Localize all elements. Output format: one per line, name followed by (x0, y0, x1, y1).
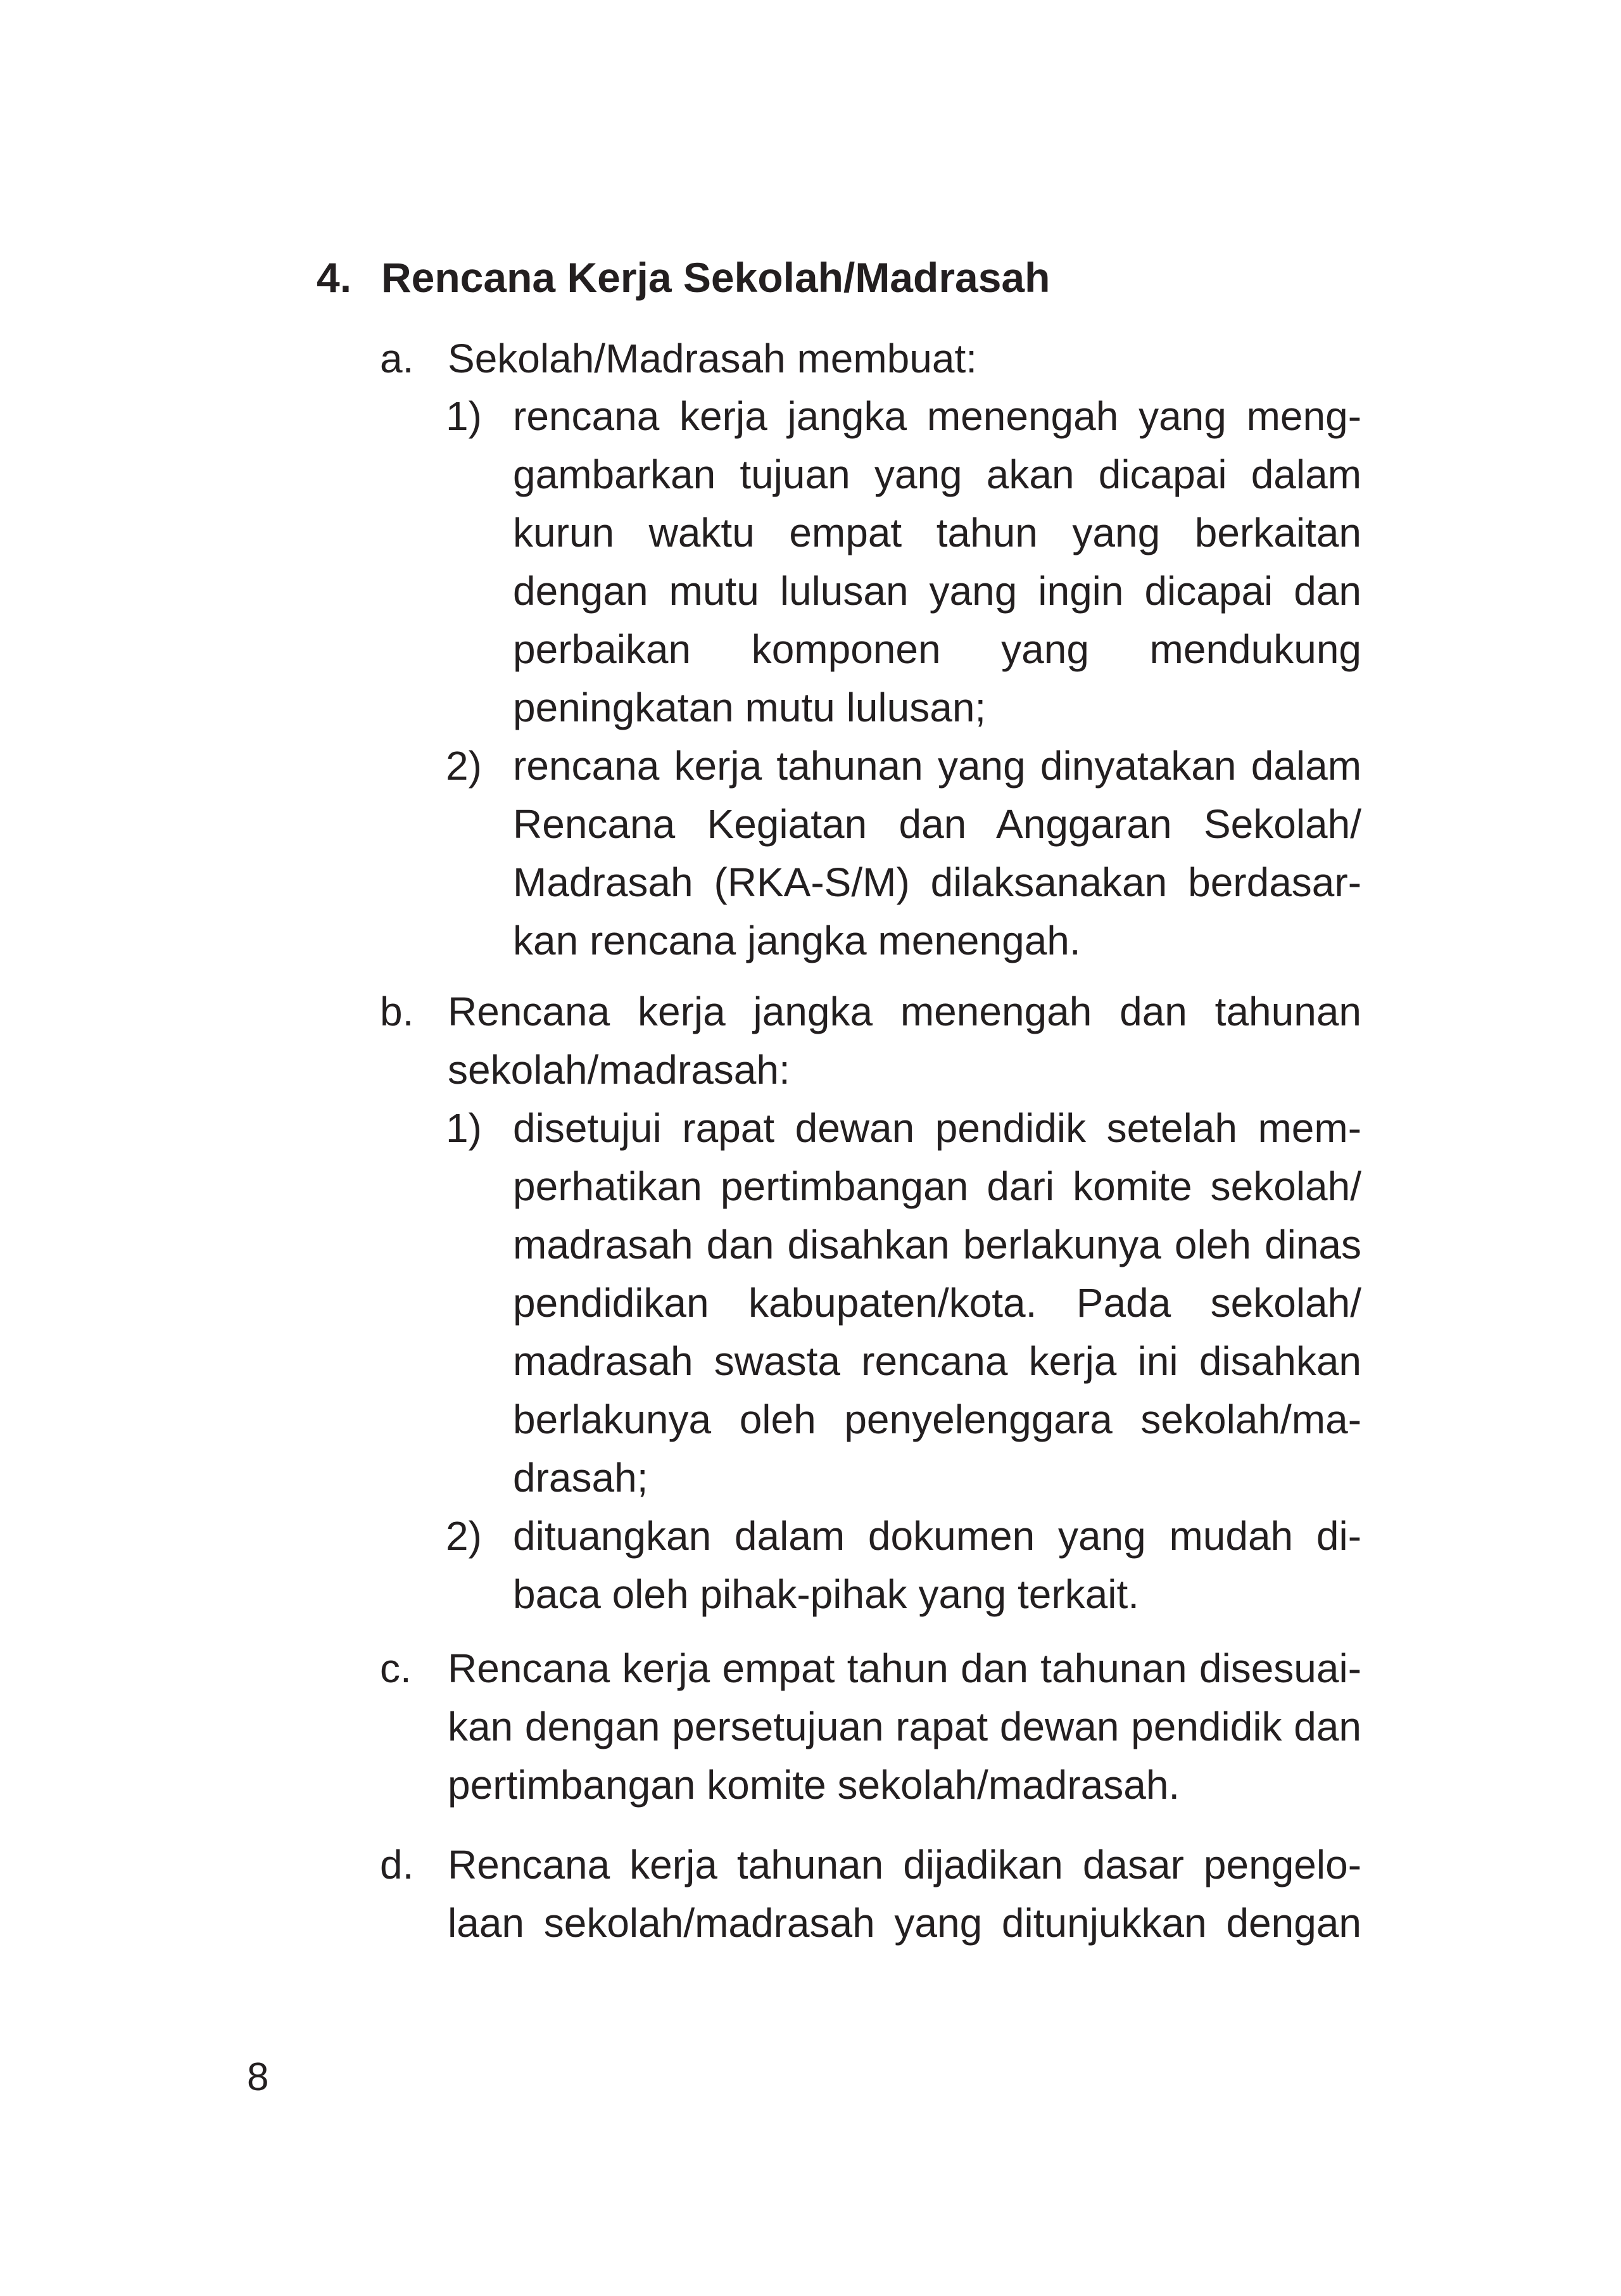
item-b-sub1-line-7: drasah; (513, 1455, 648, 1500)
item-b-sub1-line-3: madrasah dan disahkan berlakunya oleh dinas (513, 1222, 1361, 1267)
item-b-intro-line-2: sekolah/madrasah: (448, 1047, 790, 1093)
item-b-sub1-marker: 1) (446, 1105, 482, 1151)
item-a-sub1-line-6: peningkatan mutu lulusan; (513, 685, 987, 730)
item-b-sub2-line-1: dituangkan dalam dokumen yang mudah di- (513, 1513, 1361, 1559)
item-c-marker: c. (380, 1646, 412, 1691)
item-a-sub1-line-1: rencana kerja jangka menengah yang meng- (513, 393, 1361, 439)
item-b-sub1-line-6: berlakunya oleh penyelenggara sekolah/ma- (513, 1397, 1361, 1442)
item-b-marker: b. (380, 989, 414, 1034)
item-c-line-2: kan dengan persetujuan rapat dewan pendidik dan (448, 1704, 1361, 1749)
item-b-intro-line-1: Rencana kerja jangka menengah dan tahunan (448, 989, 1361, 1034)
item-b-sub1-line-1: disetujui rapat dewan pendidik setelah mem- (513, 1105, 1361, 1151)
item-b-sub1-line-4: pendidikan kabupaten/kota. Pada sekolah/ (513, 1280, 1361, 1326)
item-d-marker: d. (380, 1842, 414, 1887)
item-a-sub2-line-2: Rencana Kegiatan dan Anggaran Sekolah/ (513, 801, 1361, 847)
item-d-line-1: Rencana kerja tahunan dijadikan dasar pengelo- (448, 1842, 1361, 1887)
item-a-sub1-line-4: dengan mutu lulusan yang ingin dicapai dan (513, 568, 1361, 614)
section-title: Rencana Kerja Sekolah/Madrasah (381, 254, 1050, 301)
item-b-sub2-marker: 2) (446, 1513, 482, 1559)
item-c-line-3: pertimbangan komite sekolah/madrasah. (448, 1762, 1180, 1808)
item-b-sub1-line-5: madrasah swasta rencana kerja ini disahkan (513, 1338, 1361, 1384)
item-a-sub2-line-1: rencana kerja tahunan yang dinyatakan dalam (513, 743, 1361, 789)
item-d-line-2: laan sekolah/madrasah yang ditunjukkan dengan (448, 1900, 1361, 1946)
item-a-sub2-line-4: kan rencana jangka menengah. (513, 918, 1081, 963)
item-a-sub1-line-5: perbaikan komponen yang mendukung (513, 626, 1361, 672)
item-a-intro: Sekolah/Madrasah membuat: (448, 336, 977, 381)
item-a-marker: a. (380, 336, 414, 381)
item-a-sub2-marker: 2) (446, 743, 482, 789)
item-a-sub2-line-3: Madrasah (RKA-S/M) dilaksanakan berdasar- (513, 859, 1361, 905)
item-b-sub1-line-2: perhatikan pertimbangan dari komite sekolah/ (513, 1164, 1361, 1209)
item-a-sub1-marker: 1) (446, 393, 482, 439)
item-b-sub2-line-2: baca oleh pihak-pihak yang terkait. (513, 1571, 1140, 1617)
page-number: 8 (247, 2055, 269, 2099)
item-a-sub1-line-3: kurun waktu empat tahun yang berkaitan (513, 510, 1361, 555)
item-c-line-1: Rencana kerja empat tahun dan tahunan disesuai- (448, 1646, 1361, 1691)
section-number: 4. (317, 254, 352, 301)
item-a-sub1-line-2: gambarkan tujuan yang akan dicapai dalam (513, 452, 1361, 497)
